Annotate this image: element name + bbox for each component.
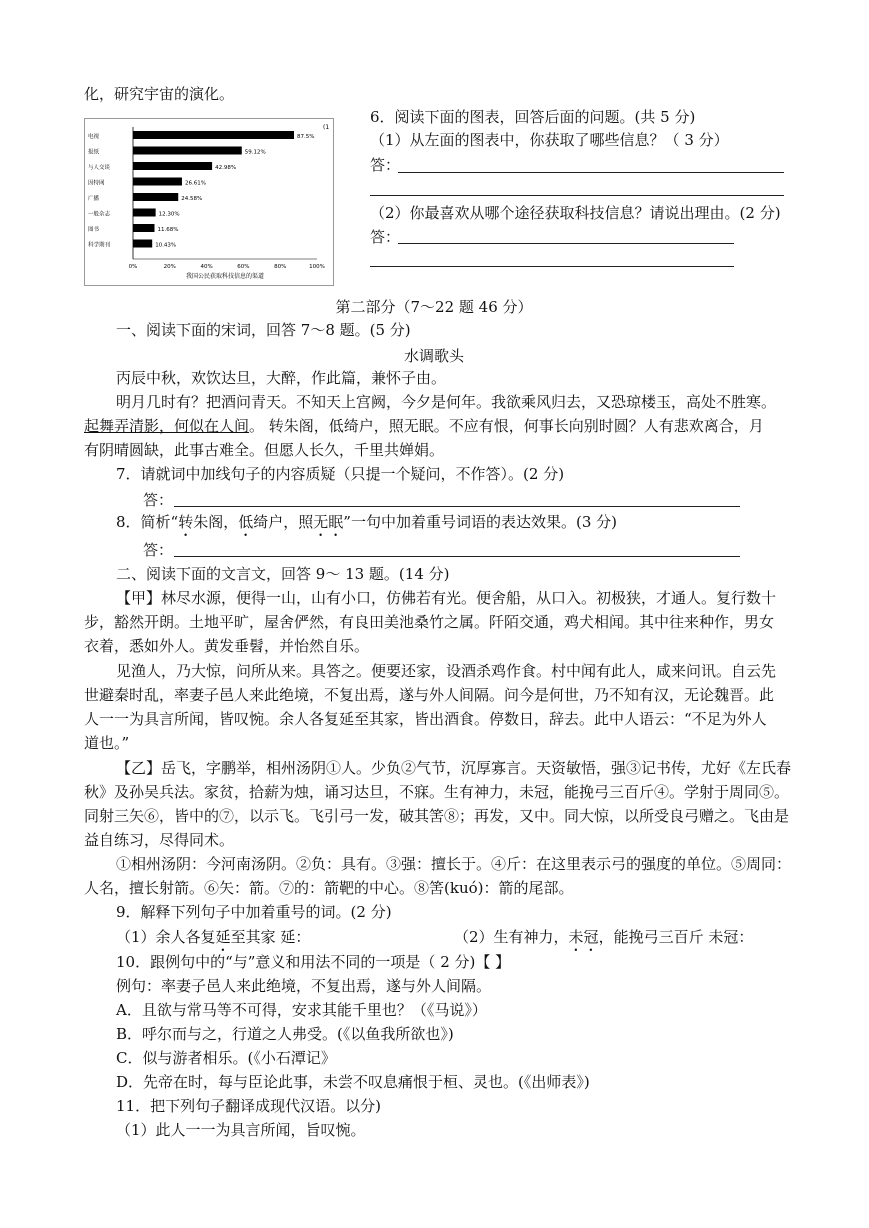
chart-x-tick-label: 40% — [200, 264, 213, 270]
q6-answer-line-2[interactable] — [370, 195, 784, 196]
q6-answer-label-2: 答： — [370, 228, 401, 246]
q8-text: 8．简析“转朱阁，低绮户，照无眠”一句中加着重号词语的表达效果。(3 分) — [116, 513, 617, 531]
q10-example: 例句：率妻子邑人来此绝境，不复出焉，遂与外人间隔。 — [116, 977, 492, 995]
channel-bar-chart — [84, 118, 334, 286]
chart-title: 我国公民获取科技信息的渠道 — [185, 273, 265, 280]
chart-value-label: 24.58% — [181, 196, 203, 202]
chart-bar — [133, 178, 182, 186]
q7-answer-line[interactable] — [174, 506, 740, 507]
chart-value-label: 87.5% — [297, 134, 315, 140]
chart-category-label: 一般杂志 — [88, 211, 111, 218]
notes-line-1: ①相州汤阴：今河南汤阴。②负：具有。③强：擅长于。④斤：在这里表示弓的强度的单位。⑤周同： — [116, 855, 792, 873]
chart-category-label: 图书 — [88, 227, 100, 233]
chart-bar — [133, 209, 156, 217]
chart-category-label: 报纸 — [88, 149, 100, 156]
chart-corner-mark: (1 — [323, 124, 330, 131]
chart-value-label: 42.98% — [215, 165, 237, 171]
poem-line-2: 起舞弄清影，何似在人间。 转朱阁，低绮户，照无眠。不应有恨，何事长向别时圆？人有悲欢离合，月 — [84, 417, 764, 435]
q11-item-1: （1）此人一一为具言所闻，旨叹惋。 — [116, 1121, 366, 1139]
chart-bar — [133, 240, 152, 248]
q9-text: 9．解释下列句子中加着重号的词。(2 分) — [116, 903, 392, 921]
chart-x-tick-label: 100% — [309, 264, 325, 270]
chart-category-label: 因特网 — [88, 180, 105, 187]
q10-option-c: C．似与游者相乐。(《小石潭记》 — [116, 1049, 336, 1067]
chart-x-tick-label: 80% — [274, 264, 287, 270]
q10-option-d: D．先帝在时，每与臣论此事，未尝不叹息痛恨于桓、灵也。(《出师表》) — [116, 1073, 590, 1091]
notes-line-2: 人名，擅长射箭。⑥矢：箭。⑦的：箭靶的中心。⑧筈(kuó)：箭的尾部。 — [84, 879, 574, 897]
q6-answer-line-1[interactable] — [398, 172, 784, 173]
jia-line-1: 【甲】林尽水源，便得一山，山有小口，仿佛若有光。便舍船，从口入。初极狭，才通人。复行数十 — [116, 589, 777, 607]
chart-value-label: 26.61% — [184, 180, 206, 187]
jia-line-2: 步，豁然开朗。土地平旷，屋舍俨然，有良田美池桑竹之属。阡陌交通，鸡犬相闻。其中往来种作，男女 — [84, 613, 775, 631]
q8-answer-label: 答： — [143, 541, 174, 559]
continued-text: 化，研究宇宙的演化。 — [84, 85, 235, 103]
q7-answer-label: 答： — [143, 491, 174, 509]
q6-title: 6．阅读下面的图表，回答后面的问题。(共 5 分) — [370, 108, 696, 126]
q9-item-2: （2）生有神力，未冠，能挽弓三百斤 未冠： — [454, 928, 754, 946]
underlined-sentence: 起舞弄清影，何似在人间 — [84, 417, 250, 435]
chart-category-label: 电视 — [88, 134, 100, 140]
chart-bar — [133, 193, 178, 201]
q8-answer-line[interactable] — [174, 556, 740, 557]
yi-line-3: 同射三矢⑥，皆中的⑦，以示飞。飞引弓一发，破其筈⑧；再发，又中。同大惊，以所受良弓赠之。飞由是 — [84, 807, 790, 825]
q10-option-a: A．且欲与常马等不可得，安求其能千里也？（《马说》） — [116, 1001, 487, 1019]
q9-item-1: （1）余人各复延至其家 延： — [116, 928, 311, 946]
chart-bar — [133, 224, 154, 232]
q6-sub1: （1）从左面的图表中，你获取了哪些信息？（ 3 分） — [370, 131, 729, 149]
q6-sub2: （2）你最喜欢从哪个途径获取科技信息？请说出理由。(2 分) — [370, 204, 781, 222]
poem-line-3: 有阴晴圆缺，此事古难全。但愿人长久，千里共婵娟。 — [84, 441, 445, 459]
q6-answer-label-1: 答： — [370, 156, 401, 174]
jia-line-3: 衣着，悉如外人。黄发垂髫，并怡然自乐。 — [84, 637, 370, 655]
q11-text: 11．把下列句子翻译成现代汉语。以分) — [116, 1097, 381, 1115]
chart-category-label: 科学期刊 — [88, 242, 111, 249]
chart-value-label: 12.30% — [158, 211, 180, 218]
chart-x-tick-label: 60% — [237, 264, 250, 270]
q6-answer-line-4[interactable] — [370, 266, 734, 267]
part2-heading: 第二部分（7～22 题 46 分） — [335, 298, 533, 316]
chart-category-label: 广播 — [88, 196, 100, 202]
section2-title: 二、阅读下面的文言文，回答 9～ 13 题。(14 分) — [116, 565, 450, 583]
yi-line-2: 秋》及孙吴兵法。家贫，拾薪为烛，诵习达旦，不寐。生有神力，未冠，能挽弓三百斤④。学射于周同⑤。 — [84, 783, 790, 801]
jia-line-7: 道也。” — [84, 734, 130, 752]
jia-line-6: 人一一为具言所闻，皆叹惋。余人各复延至其家，皆出酒食。停数日，辞去。此中人语云：“不足为外人 — [84, 710, 767, 728]
poem-title: 水调歌头 — [403, 347, 464, 365]
chart-x-tick-label: 20% — [163, 264, 176, 270]
q10-text: 10．跟例句中的“与”意义和用法不同的一项是（ 2 分)【 】 — [116, 953, 511, 971]
section1-title: 一、阅读下面的宋词，回答 7～8 题。(5 分) — [116, 321, 411, 339]
poem-preface: 丙辰中秋，欢饮达旦，大醉，作此篇，兼怀子由。 — [116, 369, 447, 387]
jia-line-4: 见渔人，乃大惊，问所从来。具答之。便要还家，设酒杀鸡作食。村中闻有此人，咸来问讯。自云先 — [116, 662, 777, 680]
poem-line-1: 明月几时有？把酒问青天。不知天上宫阙，今夕是何年。我欲乘风归去，又恐琼楼玉，高处不胜寒。 — [116, 393, 777, 411]
q6-answer-line-3[interactable] — [398, 243, 734, 244]
chart-bar — [133, 147, 242, 155]
chart-value-label: 11.68% — [157, 227, 179, 233]
chart-bar — [133, 131, 294, 139]
jia-line-5: 世避秦时乱，率妻子邑人来此绝境，不复出焉，遂与外人间隔。问今是何世，乃不知有汉，无论魏晋。此 — [84, 686, 775, 704]
yi-line-1: 【乙】岳飞，字鹏举，相州汤阴①人。少负②气节，沉厚寡言。天资敏悟，强③记书传，尤好《左氏春 — [116, 759, 792, 777]
chart-x-tick-label: 0% — [128, 264, 138, 270]
yi-line-4: 益自练习，尽得同术。 — [84, 831, 235, 849]
chart-value-label: 59.12% — [244, 149, 266, 156]
q10-option-b: B．呼尔而与之，行道之人弗受。(《以鱼我所欲也》) — [116, 1025, 454, 1043]
chart-category-label: 与人交谈 — [88, 165, 111, 171]
chart-value-label: 10.43% — [155, 242, 177, 249]
q7-text: 7．请就词中加线句子的内容质疑（只提一个疑问，不作答）。(2 分) — [116, 465, 565, 483]
chart-bar — [133, 162, 212, 170]
